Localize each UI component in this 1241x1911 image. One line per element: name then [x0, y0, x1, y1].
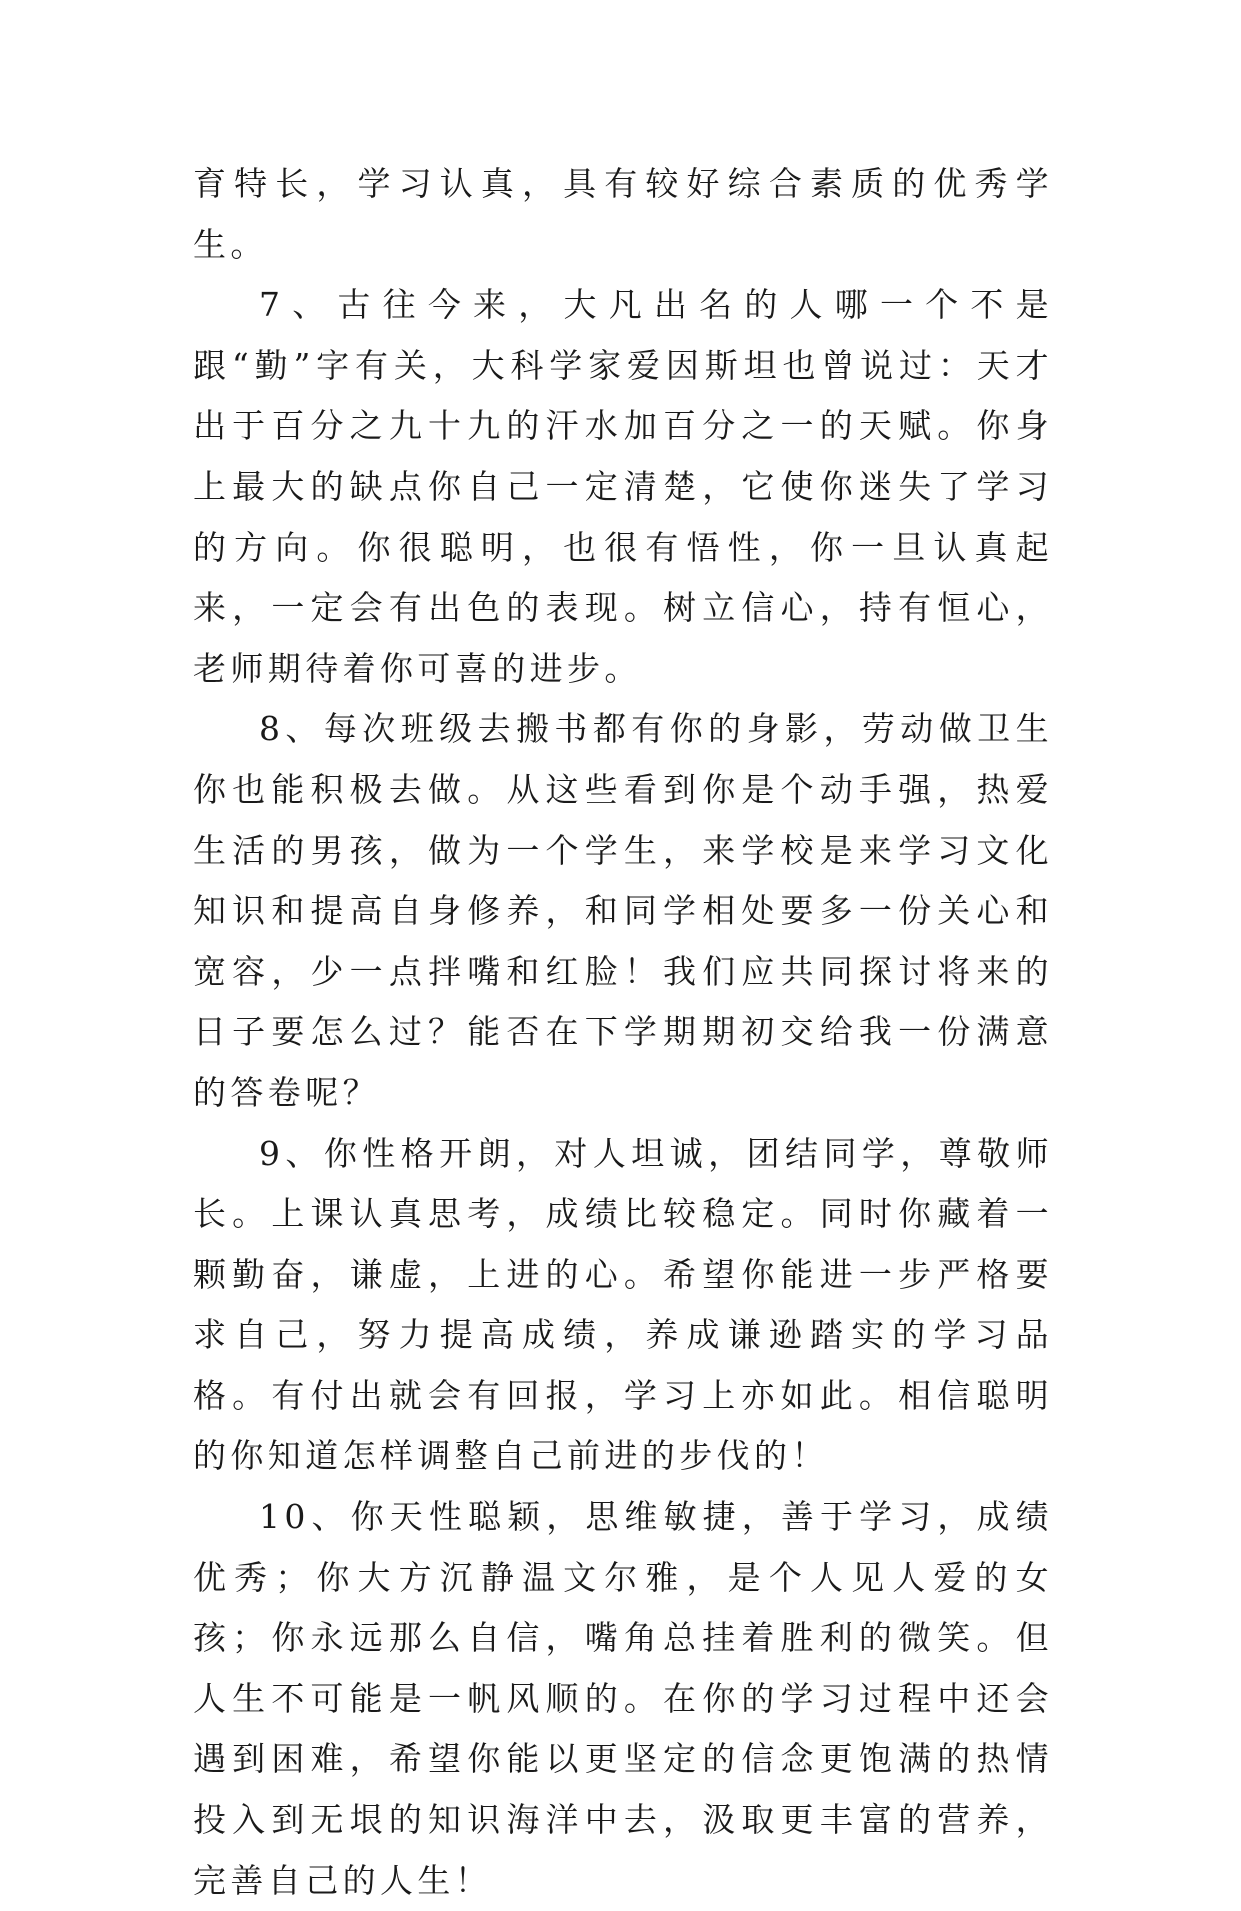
paragraph-comment-8: 8、每次班级去搬书都有你的身影，劳动做卫生你也能积极去做。从这些看到你是个动手强，热爱生活的男孩，做为一个学生，来学校是来学习文化知识和提高自身修养，和同学相处要多一份关心和宽容，少一点拌嘴和红脸！我们应共同探讨将来的日子要怎么过？能否在下学期期初交给我一份满意的答卷呢？ — [193, 709, 1053, 1112]
document-body — [193, 154, 1053, 1911]
paragraph-comment-7: 7、古往今来，大凡出名的人哪一个不是跟“勤”字有关，大科学家爱因斯坦也曾说过：天才出于百分之九十九的汗水加百分之一的天赋。你身上最大的缺点你自己一定清楚，它使你迷失了学习的方向。你很聪明，也很有悟性，你一旦认真起来，一定会有出色的表现。树立信心，持有恒心，老师期待着你可喜的进步。 — [193, 285, 1053, 688]
paragraph-comment-10: 10、你天性聪颖，思维敏捷，善于学习，成绩优秀；你大方沉静温文尔雅，是个人见人爱的女孩；你永远那么自信，嘴角总挂着胜利的微笑。但人生不可能是一帆风顺的。在你的学习过程中还会遇到困难，希望你能以更坚定的信念更饱满的热情投入到无垠的知识海洋中去，汲取更丰富的营养，完善自己的人生！ — [193, 1497, 1053, 1900]
paragraph-comment-9: 9、你性格开朗，对人坦诚，团结同学，尊敬师长。上课认真思考，成绩比较稳定。同时你藏着一颗勤奋，谦虚，上进的心。希望你能进一步严格要求自己，努力提高成绩，养成谦逊踏实的学习品格。有付出就会有回报，学习上亦如此。相信聪明的你知道怎样调整自己前进的步伐的！ — [193, 1133, 1053, 1476]
paragraph-continued: 育特长，学习认真，具有较好综合素质的优秀学生。 — [193, 164, 1053, 264]
